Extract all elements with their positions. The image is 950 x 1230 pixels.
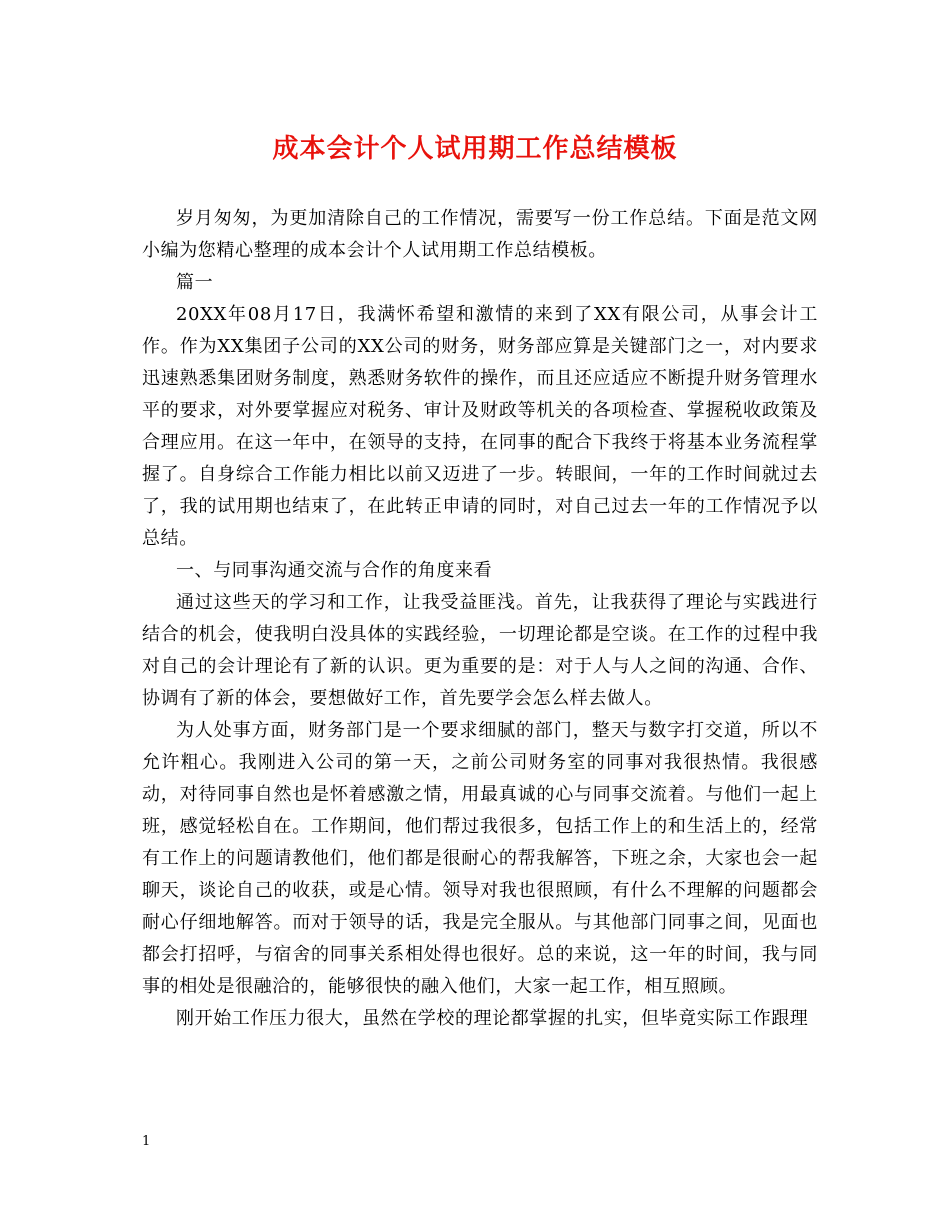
paragraph: 刚开始工作压力很大，虽然在学校的理论都掌握的扎实，但毕竟实际工作跟理	[176, 1008, 809, 1029]
section-heading-part-one: 篇一	[176, 272, 214, 293]
document-body	[142, 203, 818, 1035]
paragraph: 20XX年08月17日，我满怀希望和激情的来到了XX有限公司，从事会计工作。作为XX集团子公司的XX公司的财务，财务部应算是关键部门之一，对内要求迅速熟悉集团财务制度，熟悉财务软件的操作，而且还应适应不断提升财务管理水平的要求，对外要掌握应对税务、审计及财政等机关的各项检查、掌握税收政策及合理应用。在这一年中，在领导的支持，在同事的配合下我终于将基本业务流程掌握了。自身综合工作能力相比以前又迈进了一步。转眼间，一年的工作时间就过去了，我的试用期也结束了，在此转正申请的同时，对自己过去一年的工作情况予以总结。	[142, 304, 818, 549]
paragraph: 为人处事方面，财务部门是一个要求细腻的部门，整天与数字打交道，所以不允许粗心。我刚进入公司的第一天，之前公司财务室的同事对我很热情。我很感动，对待同事自然也是怀着感激之情，用最真诚的心与同事交流着。与他们一起上班，感觉轻松自在。工作期间，他们帮过我很多，包括工作上的和生活上的，经常有工作上的问题请教他们，他们都是很耐心的帮我解答，下班之余，大家也会一起聊天，谈论自己的收获，或是心情。领导对我也很照顾，有什么不理解的问题都会耐心仔细地解答。而对于领导的话，我是完全服从。与其他部门同事之间，见面也都会打招呼，与宿舍的同事关系相处得也很好。总的来说，这一年的时间，我与同事的相处是很融洽的，能够很快的融入他们，大家一起工作，相互照顾。	[142, 720, 818, 997]
page-number: 1	[142, 1134, 151, 1149]
section-heading: 一、与同事沟通交流与合作的角度来看	[176, 560, 493, 581]
document-title: 成本会计个人试用期工作总结模板	[272, 134, 678, 164]
paragraph-intro: 岁月匆匆，为更加清除自己的工作情况，需要写一份工作总结。下面是范文网小编为您精心整理的成本会计个人试用期工作总结模板。	[142, 208, 818, 261]
paragraph: 通过这些天的学习和工作，让我受益匪浅。首先，让我获得了理论与实践进行结合的机会，使我明白没具体的实践经验，一切理论都是空谈。在工作的过程中我对自己的会计理论有了新的认识。更为重要的是：对于人与人之间的沟通、合作、协调有了新的体会，要想做好工作，首先要学会怎么样去做人。	[142, 592, 818, 709]
